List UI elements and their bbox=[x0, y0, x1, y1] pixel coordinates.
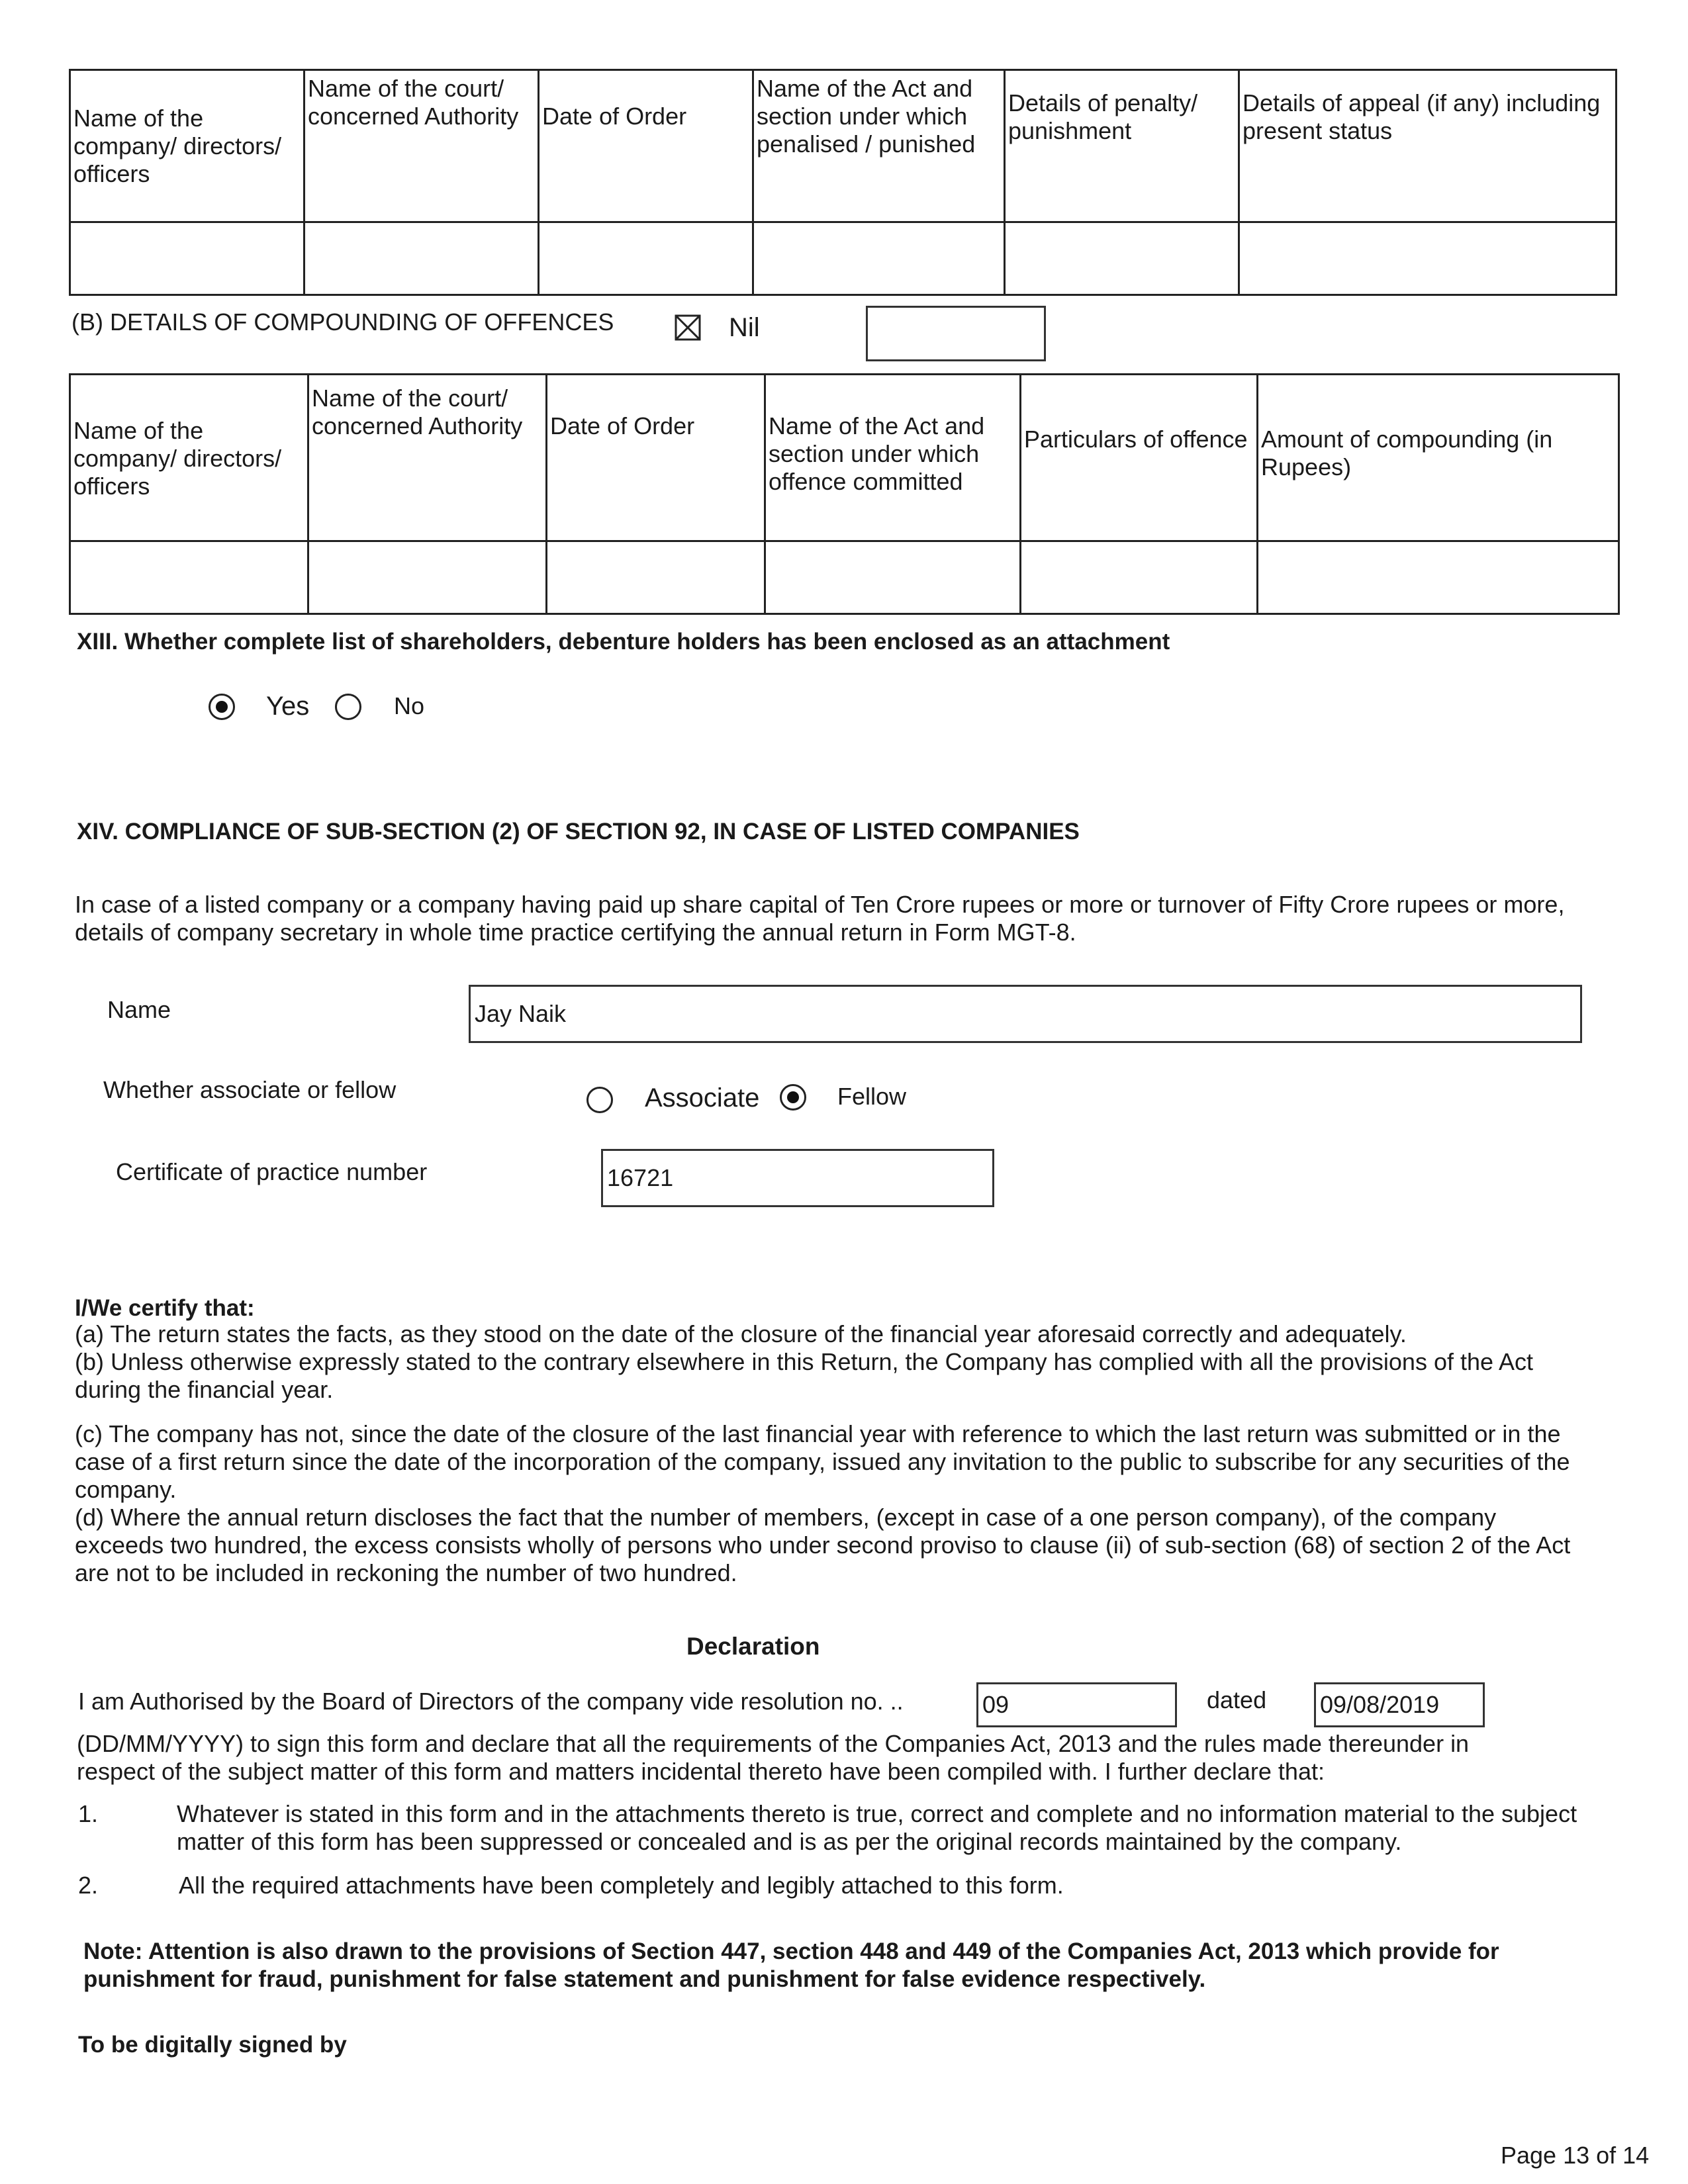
cell-appeal[interactable] bbox=[1239, 222, 1617, 295]
certify-clause-a: (a) The return states the facts, as they stood on the date of the closure of the financial year aforesaid correctly and adequately. bbox=[75, 1320, 1407, 1347]
penalty-table bbox=[69, 69, 1617, 296]
col-header-amount: Amount of compounding (in Rupees) bbox=[1258, 375, 1619, 541]
compounding-table bbox=[69, 373, 1620, 615]
col-header-act: Name of the Act and section under which offence committed bbox=[765, 375, 1021, 541]
table-row bbox=[70, 222, 1617, 295]
cell-act[interactable] bbox=[765, 541, 1021, 614]
compounding-title: (B) DETAILS OF COMPOUNDING OF OFFENCES bbox=[71, 308, 614, 336]
col-header-penalty: Details of penalty/ punishment bbox=[1005, 70, 1239, 222]
col-header-date: Date of Order bbox=[547, 375, 765, 541]
section-xiii-title: XIII. Whether complete list of shareholders, debenture holders has been enclosed as an attachment bbox=[77, 629, 1170, 655]
certify-heading: I/We certify that: bbox=[75, 1295, 255, 1321]
declaration-item-2: All the required attachments have been completely and legibly attached to this form. bbox=[179, 1872, 1064, 1899]
col-header-court: Name of the court/ concerned Authority bbox=[308, 375, 547, 541]
table-row bbox=[70, 541, 1619, 614]
col-header-name: Name of the company/ directors/ officers bbox=[70, 70, 305, 222]
cop-number-field[interactable]: 16721 bbox=[601, 1149, 994, 1207]
nil-label: Nil bbox=[729, 313, 760, 342]
yes-radio[interactable] bbox=[209, 694, 235, 720]
name-label: Name bbox=[107, 996, 171, 1023]
name-field[interactable]: Jay Naik bbox=[469, 985, 1582, 1043]
yes-label: Yes bbox=[266, 692, 310, 721]
certify-clause-d: (d) Where the annual return discloses the fact that the number of members, (except in case of a one person company), of the company exceeds two hundred, the excess consists wholly of persons who under second proviso to clause (ii) of sub-section (68) of section 2 of the Act are not to be included in reckoning the number of two hundred. bbox=[75, 1504, 1571, 1586]
assoc-fellow-label: Whether associate or fellow bbox=[103, 1076, 397, 1103]
no-label: No bbox=[394, 692, 425, 719]
cell-particulars[interactable] bbox=[1021, 541, 1258, 614]
table-header-row bbox=[70, 70, 1617, 222]
associate-radio[interactable] bbox=[586, 1087, 613, 1113]
resolution-no-field[interactable]: 09 bbox=[976, 1682, 1177, 1727]
nil-checkbox[interactable] bbox=[675, 314, 701, 341]
declaration-item-1: Whatever is stated in this form and in the attachments thereto is true, correct and complete and no information material to the subject matter of this form has been suppressed or concealed and is as per the original records maintained by the company. bbox=[177, 1800, 1577, 1855]
col-header-appeal: Details of appeal (if any) including present status bbox=[1239, 70, 1617, 222]
cell-act[interactable] bbox=[753, 222, 1005, 295]
fellow-label: Fellow bbox=[837, 1083, 907, 1110]
col-header-date: Date of Order bbox=[539, 70, 753, 222]
certify-clause-b: (b) Unless otherwise expressly stated to the contrary elsewhere in this Return, the Company has complied with all the provisions of the Act during the financial year. bbox=[75, 1348, 1534, 1403]
authorisation-text: I am Authorised by the Board of Directors of the company vide resolution no. .. bbox=[78, 1688, 904, 1715]
cell-name[interactable] bbox=[70, 541, 308, 614]
resolution-date-field[interactable]: 09/08/2019 bbox=[1314, 1682, 1485, 1727]
col-header-particulars: Particulars of offence bbox=[1021, 375, 1258, 541]
note-text: Note: Attention is also drawn to the provisions of Section 447, section 448 and 449 of the Companies Act, 2013 which provide for punishment for fraud, punishment for false statement and punishment for false evidence respectively. bbox=[83, 1938, 1499, 1992]
cell-penalty[interactable] bbox=[1005, 222, 1239, 295]
declaration-heading: Declaration bbox=[686, 1633, 820, 1660]
nil-count-field[interactable] bbox=[866, 306, 1046, 361]
cell-name[interactable] bbox=[70, 222, 305, 295]
declaration-body: (DD/MM/YYYY) to sign this form and declare that all the requirements of the Companies Act, 2013 and the rules made thereunder in respect of the subject matter of this form and matters incidental thereto have been compiled with. I further declare that: bbox=[77, 1730, 1470, 1785]
cell-date[interactable] bbox=[539, 222, 753, 295]
col-header-name: Name of the company/ directors/ officers bbox=[70, 375, 308, 541]
digitally-signed-label: To be digitally signed by bbox=[78, 2032, 347, 2058]
fellow-radio[interactable] bbox=[780, 1084, 806, 1111]
associate-label: Associate bbox=[645, 1083, 760, 1113]
page-number: Page 13 of 14 bbox=[1501, 2142, 1650, 2169]
section-xiv-intro: In case of a listed company or a company having paid up share capital of Ten Crore rupees or more or turnover of Fifty Crore rupees or more, details of company secretary in whole time practice certifying the annual return in Form MGT-8. bbox=[75, 891, 1565, 946]
cell-court[interactable] bbox=[305, 222, 539, 295]
col-header-court: Name of the court/ concerned Authority bbox=[305, 70, 539, 222]
col-header-act: Name of the Act and section under which penalised / punished bbox=[753, 70, 1005, 222]
cell-court[interactable] bbox=[308, 541, 547, 614]
cell-amount[interactable] bbox=[1258, 541, 1619, 614]
section-xiv-title: XIV. COMPLIANCE OF SUB-SECTION (2) OF SECTION 92, IN CASE OF LISTED COMPANIES bbox=[77, 819, 1080, 844]
declaration-item-1-num: 1. bbox=[78, 1800, 99, 1827]
table-header-row bbox=[70, 375, 1619, 541]
dated-label: dated bbox=[1207, 1686, 1267, 1713]
cop-label: Certificate of practice number bbox=[116, 1158, 428, 1185]
certify-clause-c: (c) The company has not, since the date of the closure of the last financial year with reference to which the last return was submitted or in the case of a first return since the date of the incorporation of the company, issued any invitation to the public to subscribe for any securities of the company. bbox=[75, 1420, 1570, 1503]
no-radio[interactable] bbox=[335, 694, 361, 720]
cell-date[interactable] bbox=[547, 541, 765, 614]
declaration-item-2-num: 2. bbox=[78, 1872, 99, 1899]
